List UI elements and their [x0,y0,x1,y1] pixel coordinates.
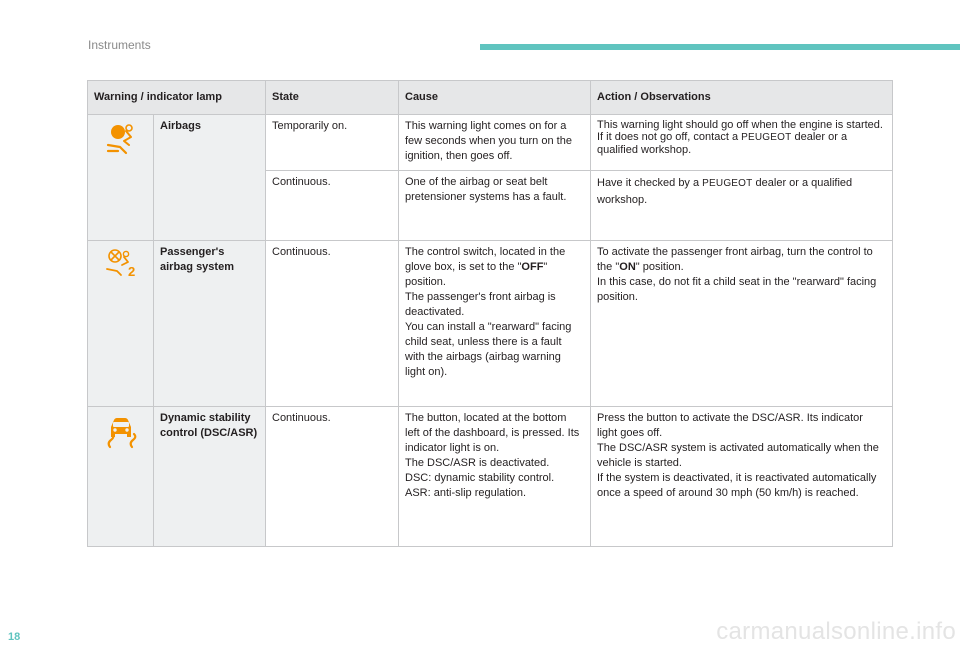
dsc-action [591,407,893,547]
header-state: State [266,81,399,115]
passenger-cause-1: The control switch, located in the glove box, is set to the "OFF" position. [405,246,566,288]
airbag-icon-cell [88,115,154,241]
dsc-action-1: Press the button to activate the DSC/ASR. Its indicator light goes off. [597,412,863,439]
passenger-action-1: To activate the passenger front airbag, turn the control to the "ON" position. [597,246,873,273]
header-cause: Cause [399,81,591,115]
table-row-airbags-temporary [88,115,893,171]
dsc-cause [399,407,591,547]
passenger-icon-cell [88,241,154,407]
dsc-asr-icon [104,440,138,452]
airbags-state-2: Continuous. [266,171,399,241]
passenger-cause [399,241,591,407]
dsc-cause-2: The DSC/ASR is deactivated. [405,457,550,469]
airbags-action-1 [591,115,893,171]
passenger-state: Continuous. [266,241,399,407]
dsc-icon-cell [88,407,154,547]
airbags-cause-1: This warning light comes on for a few seconds when you turn on the ignition, then goes off. [399,115,591,171]
passenger-name: Passenger's airbag system [154,241,266,407]
airbags-cause-2: One of the airbag or seat belt pretensioner systems has a fault. [399,171,591,241]
airbags-state-1: Temporarily on. [266,115,399,171]
header-lamp: Warning / indicator lamp [88,81,266,115]
header-action: Action / Observations [591,81,893,115]
dsc-cause-4: ASR: anti-slip regulation. [405,487,527,499]
watermark: carmanualsonline.info [716,618,956,645]
dsc-action-2: The DSC/ASR system is activated automatically when the vehicle is started. [597,442,879,469]
brand-name: PEUGEOT [741,132,792,143]
passenger-cause-2: The passenger's front airbag is deactivated. [405,291,556,318]
dsc-cause-3: DSC: dynamic stability control. [405,472,555,484]
airbags-action-2: Have it checked by a PEUGEOT dealer or a qualified workshop. [591,171,893,241]
table-header-row [88,81,893,115]
airbags-action-1b: If it does not go off, contact a PEUGEOT dealer or a qualified workshop. [597,131,848,156]
passenger-action-2: In this case, do not fit a child seat in the "rearward" facing position. [597,276,877,303]
brand-name: PEUGEOT [702,178,753,189]
airbags-action-1a: This warning light should go off when the engine is started. [597,119,883,131]
section-title: Instruments [88,38,151,52]
passenger-action [591,241,893,407]
svg-text:2: 2 [127,264,135,279]
table-row-passenger-airbag [88,241,893,407]
table-row-dsc-asr [88,407,893,547]
passenger-airbag-off-icon [104,264,138,282]
dsc-action-3: If the system is deactivated, it is reactivated automatically once a speed of around 30 mph (50 km/h) is reached. [597,472,877,499]
dsc-cause-1: The button, located at the bottom left of the dashboard, is pressed. Its indicator light is on. [405,412,580,454]
dsc-name: Dynamic stability control (DSC/ASR) [154,407,266,547]
page-number: 18 [8,631,21,643]
airbag-warning-icon [104,146,138,158]
dsc-state: Continuous. [266,407,399,547]
passenger-cause-3: You can install a "rearward" facing child seat, unless there is a fault with the airbags (airbag warning light on). [405,321,572,378]
airbags-name: Airbags [154,115,266,241]
warning-lamps-table [87,80,893,547]
section-accent-bar [480,44,960,50]
